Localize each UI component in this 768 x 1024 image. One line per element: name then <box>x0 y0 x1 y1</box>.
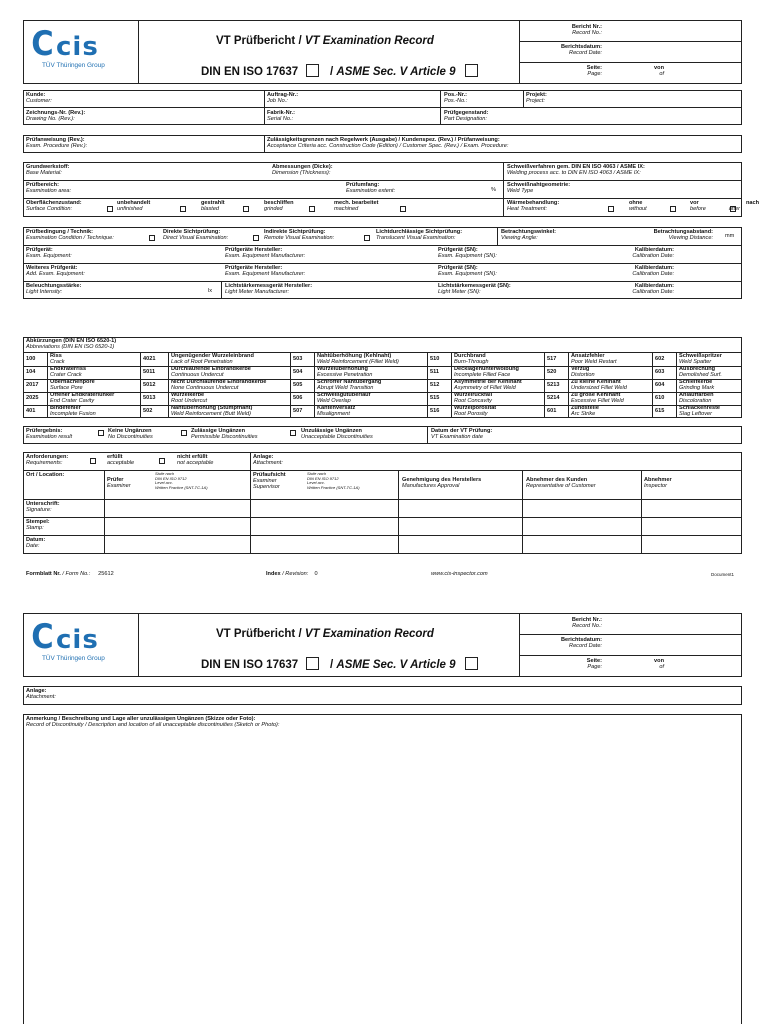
abbr-code: 512 <box>430 382 440 388</box>
equipment-sn-field[interactable]: Prüfgerät (SN): Exam. Equipment (SN): <box>438 247 497 260</box>
abbr-code: 517 <box>547 356 557 362</box>
base-material-field[interactable]: Grundwerkstoff: Base Material: <box>26 164 70 177</box>
abbr-description: Oberflächenpore Surface Pore <box>50 379 95 392</box>
light-intensity-field[interactable]: Beleuchtungsstärke: Light Intensity: <box>26 283 82 296</box>
abbr-description: Nicht Durchlaufende Einbrandkerbe None Continuous Undercut <box>171 379 267 392</box>
job-no-field[interactable]: Auftrag-Nr.: Job No.: <box>267 92 299 105</box>
standards-line: DIN EN ISO 17637 <box>201 66 299 78</box>
asme-checkbox-2[interactable] <box>465 657 478 670</box>
stamp-row[interactable]: Stempel: Stamp: <box>26 519 50 532</box>
abbr-code: 610 <box>655 395 665 401</box>
abbr-code: 516 <box>430 408 440 414</box>
discontinuity-record-area[interactable] <box>23 714 742 1024</box>
abbr-code: 5013 <box>143 395 156 401</box>
attachment-field-2[interactable]: Anlage: Attachment: <box>26 688 56 701</box>
abbr-code: 502 <box>143 408 153 414</box>
abbr-description: Schweißgutüberlauf Weld Overlap <box>317 392 371 405</box>
abbr-description: Zu kleine Kehlnaht Undersized Fillet Weld <box>571 379 627 392</box>
manufacturer-approval-label: Genehmigung des Herstellers Manufactures Approval <box>402 477 482 490</box>
light-calibration-date-field[interactable]: Kalibierdatum: Calibration Date: <box>632 283 674 296</box>
revision-index: Index / Revision: 0 <box>266 571 318 577</box>
viewing-angle-field[interactable]: Betrachtungswinkel: Viewing Angle: <box>501 229 557 242</box>
abbr-code: 506 <box>293 395 303 401</box>
abbr-code: 104 <box>26 369 36 375</box>
abbr-description: Kantenversatz Misalignment <box>317 405 356 418</box>
abbr-description: Schroffer Nahtübergang Abrupt Weld Transition <box>317 379 382 392</box>
exam-result-label: Prüfergebnis: Examination result <box>26 428 73 441</box>
cis-logo: C cis TÜV Thüringen Group <box>31 24 105 69</box>
abbr-description: Endkraterriss Crater Crack <box>50 366 87 379</box>
viewing-distance-field[interactable]: Betrachtungsabstand: Viewing Distance: <box>653 229 713 242</box>
abbr-description: Wurzelporosität Root Porosity <box>454 405 497 418</box>
abbr-code: 503 <box>293 356 303 362</box>
examiner-label: Prüfer Examiner <box>107 477 131 490</box>
abbr-code: 601 <box>547 408 557 414</box>
document-name: Document1 <box>711 572 735 577</box>
permissible-checkbox[interactable] <box>181 430 187 436</box>
exam-condition-label: Prüfbedingung / Technik: Examination Condition / Technique: <box>26 229 114 242</box>
abbr-description: Zündstelle Arc Strike <box>571 405 599 418</box>
calibration-date-field[interactable]: Kalibierdatum: Calibration Date: <box>632 247 674 260</box>
exam-extent-field[interactable]: Prüfumfang: Examination extent: <box>346 182 396 195</box>
attachment-field[interactable]: Anlage: Attachment: <box>253 454 283 467</box>
direct-visual-checkbox[interactable] <box>149 235 155 241</box>
website-link[interactable]: www.cis-inspector.com <box>431 571 488 577</box>
acceptance-criteria-field[interactable]: Zulässigkeitsgrenzen nach Regelwerk (Ausgabe) / Kundenspez. (Rev.) / Prüfanweisung: Acceptance Criteria acc. Construction Code (Edition) / Customer Spec. (Rev.) / Exam. Procedure: <box>267 137 509 150</box>
abbr-description: Asymmetrie der Kehlnaht Asymmetry of Fillet Weld <box>454 379 522 392</box>
unfinished-checkbox[interactable] <box>107 206 113 212</box>
heat-treatment-label: Wärmebehandlung: Heat Treatment: <box>507 200 560 213</box>
abbr-code: 505 <box>293 382 303 388</box>
din-checkbox[interactable] <box>306 64 319 77</box>
abbr-code: 510 <box>430 356 440 362</box>
report-date-label: Berichtsdatum: Record Date: <box>560 44 602 57</box>
abbr-description: Schleifkerbe Grinding Mark <box>679 379 715 392</box>
abbr-description: Wurzelrückfall Root Concavity <box>454 392 493 405</box>
abbr-code: 5011 <box>143 369 156 375</box>
cis-logo-2: C cis TÜV Thüringen Group <box>31 617 105 662</box>
abbr-description: Ausbrechung Demolished Surf. <box>679 366 722 379</box>
abbr-description: Decklagenunterwölbung Incomplete Filled Face <box>454 366 519 379</box>
remote-visual-checkbox[interactable] <box>253 235 259 241</box>
abbr-code: 5213 <box>547 382 560 388</box>
abbr-code: 5012 <box>143 382 156 388</box>
record-title-2: VT Prüfbericht / VT Examination Record <box>216 628 434 640</box>
vt-exam-date-field[interactable]: Datum der VT Prüfung: VT Examination date <box>431 428 493 441</box>
add-equipment-manufacturer-field[interactable]: Prüfgeräte Hersteller: Exam. Equipment Manufacturer: <box>225 265 306 278</box>
exam-equipment-field[interactable]: Prüfgerät: Exam. Equipment: <box>26 247 72 260</box>
abbr-description: Bindefehler Incomplete Fusion <box>50 405 96 418</box>
abbr-code: 100 <box>26 356 36 362</box>
abbr-code: 504 <box>293 369 303 375</box>
welding-process-field[interactable]: Schweißverfahren gem. DIN EN ISO 4063 / ASME IX: Welding process acc. to DIN EN ISO 4063 / ASME IX: <box>507 164 645 177</box>
add-equipment-field[interactable]: Weiteres Prüfgerät: Add. Exam. Equipment: <box>26 265 85 278</box>
abbr-description: Schlackenreste Slag Leftover <box>679 405 721 418</box>
abbr-description: Schweißspritzer Weld Spatter <box>679 353 722 366</box>
abbr-description: Ungenügender Wurzeleinbrand Lack of Root Penetration <box>171 353 254 366</box>
abbr-code: 604 <box>655 382 665 388</box>
location-field[interactable]: Ort / Location: <box>26 472 65 478</box>
dimension-field[interactable]: Abmessungen (Dicke): Dimension (Thickness): <box>272 164 333 177</box>
light-meter-manufacturer-field[interactable]: Lichtstärkemessgerät Hersteller: Light Meter Manufacturer: <box>225 283 313 296</box>
grinded-check2[interactable] <box>309 206 315 212</box>
equipment-manufacturer-field[interactable]: Prüfgeräte Hersteller: Exam. Equipment Manufacturer: <box>225 247 306 260</box>
abbr-code: 515 <box>430 395 440 401</box>
abbr-description: Offener Endkraterlunker End Crater Cavity <box>50 392 115 405</box>
abbr-description: Zu große Kehlnaht Excessive Fillet Weld <box>571 392 624 405</box>
abbr-code: 507 <box>293 408 303 414</box>
abbr-description: Nahtüberhöhung (Stumpfnaht) Weld Reinforcement (Butt Weld) <box>171 405 253 418</box>
abbr-description: Nahtüberhöhung (Kehlnaht) Weld Reinforcement (Fillet Weld) <box>317 353 399 366</box>
abbr-code: 520 <box>547 369 557 375</box>
ht-before-checkbox[interactable] <box>670 206 676 212</box>
of-label: von of <box>654 65 664 78</box>
unacceptable-checkbox[interactable] <box>290 430 296 436</box>
report-no-label: Bericht Nr.: Record No.: <box>571 24 602 37</box>
abbr-description: Wurzelkerbe Root Undercut <box>171 392 208 405</box>
abbr-code: 2025 <box>26 395 39 401</box>
blasted-checkbox[interactable] <box>180 206 186 212</box>
abbr-description: Wurzelüberhöhung Excessive Penetration <box>317 366 373 379</box>
abbr-description: Anlauffarben Discoloration <box>679 392 714 405</box>
abbr-code: 615 <box>655 408 665 414</box>
abbr-code: 603 <box>655 369 665 375</box>
weld-type-field[interactable]: Schweißnahtgeometrie: Weld Type <box>507 182 571 195</box>
part-designation-field[interactable]: Prüfgegenstand: Part Designation: <box>444 110 489 123</box>
inspector-label: Abnehmer Inspector <box>644 477 672 490</box>
abbr-code: 602 <box>655 356 665 362</box>
supervisor-label: Prüfaufsicht Examiner Supervisor <box>253 472 286 491</box>
abbr-description: Verzug Distortion <box>571 366 595 379</box>
signature-row[interactable]: Unterschrift: Signature: <box>26 501 60 514</box>
abbr-description: Ansatzfehler Poor Weld Restart <box>571 353 617 366</box>
translucent-visual-checkbox[interactable] <box>364 235 370 241</box>
page-label: Seite: Page: <box>586 65 602 78</box>
exam-area-field[interactable]: Prüfbereich: Examination area: <box>26 182 72 195</box>
abbr-code: 4021 <box>143 356 156 362</box>
acceptable-checkbox[interactable] <box>90 458 96 464</box>
no-discontinuities-checkbox[interactable] <box>98 430 104 436</box>
form-number: Formblatt Nr. / Form No.: 25612 <box>26 571 114 577</box>
din-checkbox-2[interactable] <box>306 657 319 670</box>
not-acceptable-checkbox[interactable] <box>159 458 165 464</box>
abbr-description: Durchlaufende Einbrandkerbe Continuous Undercut <box>171 366 251 379</box>
requirements-label: Anforderungen: Requirements: <box>26 454 69 467</box>
record-title: VT Prüfbericht / VT Examination Record <box>216 35 434 47</box>
machined-checkbox[interactable] <box>400 206 406 212</box>
abbr-code: 511 <box>430 369 440 375</box>
add-equipment-sn-field[interactable]: Prüfgerät (SN): Exam. Equipment (SN): <box>438 265 497 278</box>
serial-no-field[interactable]: Fabrik-Nr.: Serial No.: <box>267 110 295 123</box>
grinded-checkbox[interactable] <box>243 206 249 212</box>
customer-representative-label: Abnehmer des Kunden Representative of Customer <box>526 477 596 490</box>
customer-field[interactable]: Kunde: Customer: <box>26 92 52 105</box>
abbr-code: 2017 <box>26 382 39 388</box>
date-row[interactable]: Datum: Date: <box>26 537 46 550</box>
surface-condition-label: Oberflächenzustand: Surface Condition: <box>26 200 82 213</box>
drawing-no-field[interactable]: Zeichnungs-Nr. (Rev.): Drawing No. (Rev.): <box>26 110 86 123</box>
abbr-code: 5214 <box>547 395 560 401</box>
light-meter-sn-field[interactable]: Lichtstärkemessgerät (SN): Light Meter (SN): <box>438 283 511 296</box>
abbr-description: Durchbrand Burn-Through <box>454 353 489 366</box>
exam-procedure-field[interactable]: Prüfanweisung (Rev.): Exam. Procedure (Rev.): <box>26 137 88 150</box>
pos-no-field[interactable]: Pos.-Nr.: Pos.-No.: <box>444 92 468 105</box>
project-field[interactable]: Projekt: Project: <box>526 92 547 105</box>
discontinuity-record-label: Anmerkung / Beschreibung und Lage aller unzulässigen Ungänzen (Skizze oder Foto): Record of Discontinuity / Description and location of all unacceptable discontinuities (Sketch or Photo): <box>26 716 280 729</box>
abbr-description: Riss Crack <box>50 353 65 366</box>
ht-none-checkbox[interactable] <box>608 206 614 212</box>
add-calibration-date-field[interactable]: Kalibierdatum: Calibration Date: <box>632 265 674 278</box>
asme-checkbox[interactable] <box>465 64 478 77</box>
abbreviations-title: Abkürzungen (DIN EN ISO 6520-1) Abbreviations (DIN EN ISO 6520-1) <box>26 338 117 351</box>
abbr-code: 401 <box>26 408 36 414</box>
